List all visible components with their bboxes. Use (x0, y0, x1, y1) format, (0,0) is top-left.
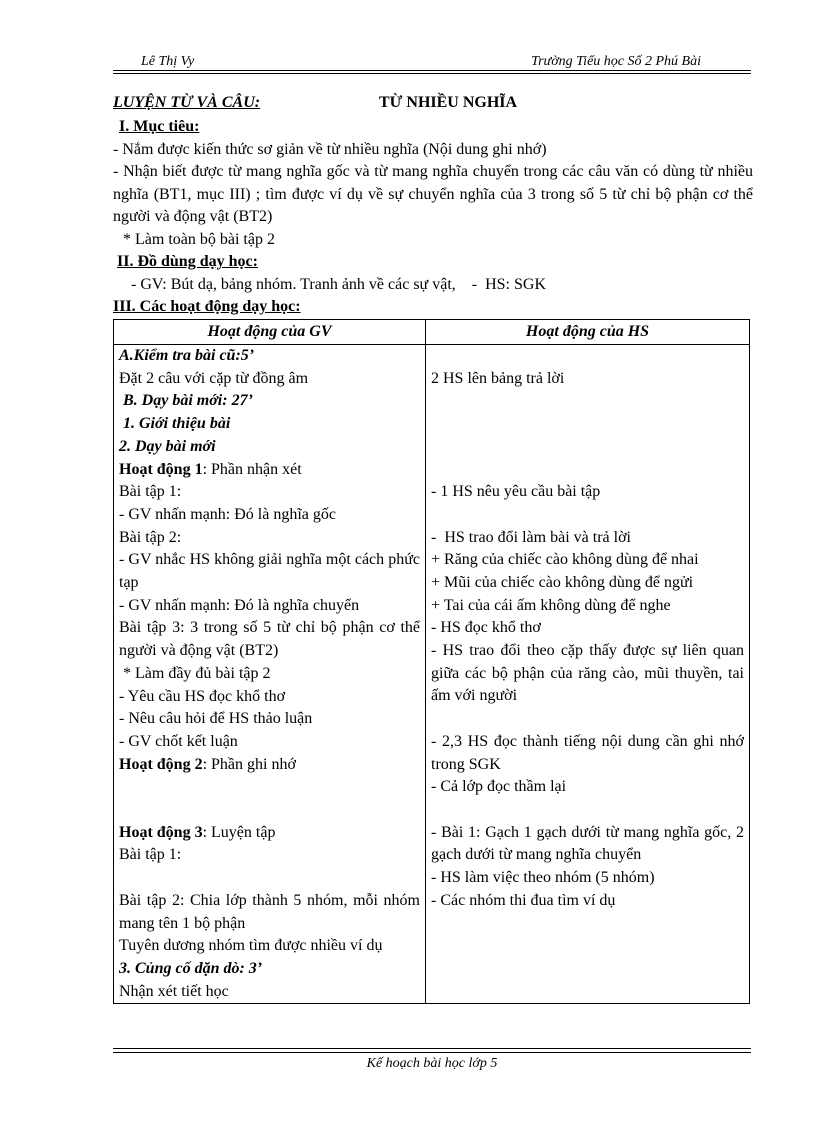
spacer (431, 345, 744, 368)
objective-line-1: - Nắm được kiến thức sơ giản về từ nhiều nghĩa (Nội dung ghi nhớ) (113, 140, 547, 158)
lesson-content (113, 92, 753, 319)
hs-a-1: 2 HS lên bảng trả lời (431, 369, 565, 387)
hs-bt2-1: - HS trao đổi làm bài và trả lời (431, 528, 631, 546)
gv-hd1-text: : Phần nhận xét (202, 460, 302, 478)
gv-bt3: Bài tập 3: 3 trong số 5 từ chỉ bộ phận cơ thể người và động vật (BT2) (119, 619, 420, 660)
gv-hd2 (119, 754, 420, 777)
hs-bt2-3: + Mũi của chiếc cào không dùng để ngửi (431, 573, 694, 591)
title-row (113, 92, 753, 116)
spacer (119, 867, 420, 890)
col-header-hs: Hoạt động của HS (426, 320, 750, 345)
objective-line-2: - Nhận biết được từ mang nghĩa gốc và từ mang nghĩa chuyển trong các câu văn có dùng từ nhiều nghĩa (BT1, mục III) ; tìm được ví dụ về sự chuyển nghĩa của 3 trong số 5 từ chỉ bộ phận cơ thể người và động vật (BT2) (113, 163, 753, 225)
page-footer: Kế hoạch bài học lớp 5 (366, 1056, 498, 1071)
gv-hd3-label: Hoạt động 3 (119, 823, 203, 841)
gv-b-2: 2. Dạy bài mới (119, 437, 216, 455)
gv-hd1 (119, 459, 420, 482)
footer-rule (113, 1048, 751, 1049)
hs-bt3-2: - HS trao đổi theo cặp thấy được sự liên quan giữa các bộ phận của răng cào, mũi thuyền, tai ấm với người (431, 642, 744, 705)
header-rule (113, 70, 751, 71)
gv-bt3-2: - Yêu cầu HS đọc khổ thơ (119, 687, 286, 705)
gv-lt-bt2: Bài tập 2: Chia lớp thành 5 nhóm, mỗi nhóm mang tên 1 bộ phận (119, 891, 420, 932)
gv-hd3 (119, 822, 420, 845)
gv-b-1: 1. Giới thiệu bài (119, 415, 231, 433)
hs-bt3-1: - HS đọc khổ thơ (431, 619, 541, 637)
hs-cell (426, 345, 750, 1004)
subject-title: LUYỆN TỪ VÀ CÂU: (113, 94, 261, 111)
topic-title: TỪ NHIỀU NGHĨA (379, 94, 518, 111)
hs-lt-1: - Bài 1: Gạch 1 gạch dưới từ mang nghĩa gốc, 2 gạch dưới từ mang nghĩa chuyển (431, 823, 744, 864)
header-author: Lê Thị Vy (141, 54, 195, 69)
gv-hd1-label: Hoạt động 1 (119, 460, 203, 478)
gv-a-title: A.Kiểm tra bài cũ:5’ (119, 347, 255, 364)
table-row (114, 345, 750, 1004)
gv-bt1: Bài tập 1: (119, 483, 182, 501)
spacer (431, 436, 744, 459)
gv-bt2-note: - GV nhắc HS không giải nghĩa một cách phức tạp (119, 551, 420, 592)
gv-bt2-note2: - GV nhấn mạnh: Đó là nghĩa chuyển (119, 596, 360, 614)
gv-bt1-note: - GV nhấn mạnh: Đó là nghĩa gốc (119, 505, 336, 523)
col-header-gv: Hoạt động của GV (114, 320, 426, 345)
footer-rule-2 (113, 1052, 751, 1053)
gv-lt-bt1: Bài tập 1: (119, 846, 182, 864)
gv-hd2-text: : Phần ghi nhớ (202, 755, 296, 773)
gv-bt3-3: - Nêu câu hỏi để HS thảo luận (119, 710, 313, 728)
spacer (119, 799, 420, 822)
gv-c-title: 3. Củng cố dặn dò: 3’ (119, 959, 263, 977)
hs-hd2-1: - 2,3 HS đọc thành tiếng nội dung cần ghi nhớ trong SGK (431, 732, 744, 773)
hs-lt-3: - Các nhóm thi đua tìm ví dụ (431, 891, 616, 909)
hs-hd2-2: - Cả lớp đọc thầm lại (431, 778, 567, 796)
gv-hd2-label: Hoạt động 2 (119, 755, 203, 773)
header-rule-2 (113, 73, 751, 74)
spacer (431, 504, 744, 527)
gv-b-title: B. Dạy bài mới: 27’ (119, 392, 253, 410)
materials-heading: II. Đồ dùng dạy học: (117, 253, 258, 270)
objective-line-3: * Làm toàn bộ bài tập 2 (123, 230, 275, 248)
spacer (431, 390, 744, 413)
gv-bt3-4: - GV chốt kết luận (119, 732, 238, 750)
gv-bt3-1: * Làm đầy đủ bài tập 2 (119, 664, 271, 682)
header-school: Trường Tiểu học Số 2 Phú Bài (531, 54, 701, 69)
gv-c-1: Nhận xét tiết học (119, 982, 229, 1000)
hs-lt-2: - HS làm việc theo nhóm (5 nhóm) (431, 869, 655, 887)
spacer (431, 799, 744, 822)
hs-bt2-4: + Tai của cái ấm không dùng để nghe (431, 596, 671, 614)
page-header (113, 52, 751, 72)
gv-lt-praise: Tuyên dương nhóm tìm được nhiều ví dụ (119, 937, 383, 955)
table-header-row (114, 320, 750, 345)
objectives-heading: I. Mục tiêu: (119, 118, 200, 135)
activities-heading: III. Các hoạt động dạy học: (113, 298, 301, 315)
spacer (119, 776, 420, 799)
spacer (431, 413, 744, 436)
activities-table (113, 319, 750, 1004)
gv-a-1: Đặt 2 câu với cặp từ đồng âm (119, 369, 309, 387)
gv-hd3-text: : Luyện tập (202, 823, 276, 841)
hs-bt1: - 1 HS nêu yêu cầu bài tập (431, 483, 601, 501)
spacer (431, 708, 744, 731)
gv-bt2: Bài tập 2: (119, 528, 182, 546)
materials-line: - GV: Bút dạ, bảng nhóm. Tranh ảnh về các sự vật, - HS: SGK (131, 275, 546, 293)
gv-cell (114, 345, 426, 1004)
spacer (431, 458, 744, 481)
hs-bt2-2: + Răng của chiếc cào không dùng để nhai (431, 551, 699, 569)
